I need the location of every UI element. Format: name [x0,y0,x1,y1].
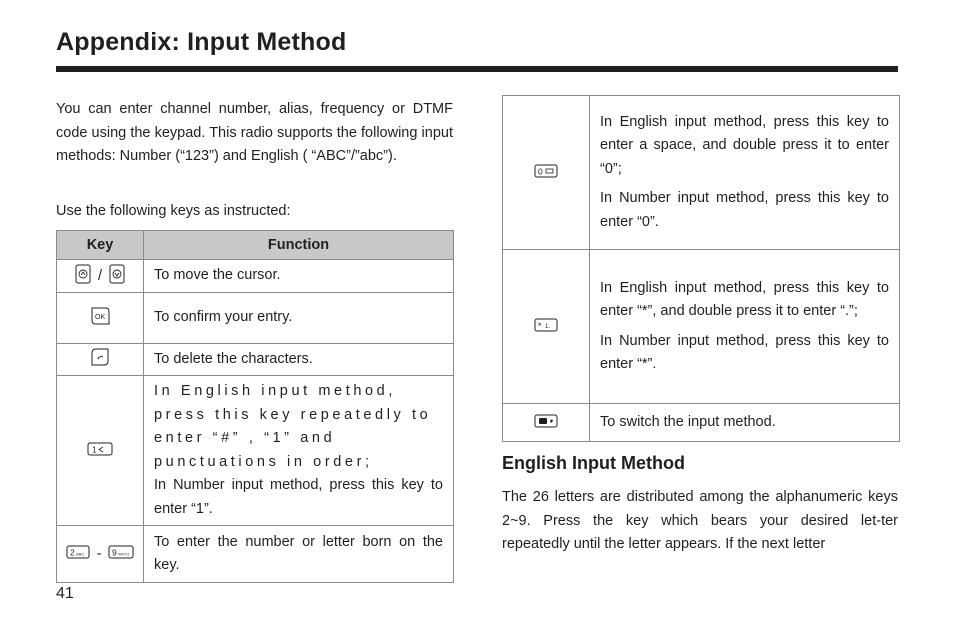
intro-paragraph: You can enter channel number, alias, frequency or DTMF code using the keypad. This radio supports the following input methods: Number (“123”) and English ( “ABC”/”abc”). [56,101,453,164]
function-cell: To delete the characters. [144,343,454,376]
key-cell [503,404,590,442]
table-row [503,404,900,442]
key-cell [503,96,590,250]
key-cell [57,260,144,293]
function-cell: To confirm your entry. [144,292,454,343]
key-column-header: Key [57,231,144,260]
function-text-number: In Number input method, press this key to enter “0”. [600,190,889,230]
svg-text:1: 1 [92,444,97,454]
key-cell [503,250,590,404]
instruction-text: Use the following keys as instructed: [56,203,291,219]
page-title: Appendix: Input Method [56,28,347,56]
table-row [57,343,454,376]
hash-key-icon [534,414,558,432]
up-arrow-key-icon [75,264,91,288]
keys-table-continued [502,95,900,442]
key-1-icon [87,442,113,460]
key-9-icon [108,545,134,563]
function-text-english: In English input method, press this key repeatedly to enter “#” , “1” and punctuations in order; [154,383,432,470]
function-text-english: In English input method, press this key to enter a space, and double press it to enter “0”; [600,113,889,177]
function-cell [590,250,900,404]
key-2-icon [66,545,90,563]
function-cell [590,96,900,250]
function-cell: To enter the number or letter born on the key. [144,526,454,583]
table-row [57,260,454,293]
key-cell [57,376,144,526]
section-heading: English Input Method [502,453,685,473]
svg-text:9: 9 [112,547,118,558]
table-row [57,526,454,583]
down-arrow-key-icon [109,264,125,288]
function-column-header: Function [144,231,454,260]
table-row [57,292,454,343]
star-key-icon [534,318,558,336]
key-0-icon [534,164,558,182]
function-text-english: In English input method, press this key to enter “*”, and double press it to enter “.”; [600,279,889,319]
table-row [503,96,900,250]
key-cell [57,292,144,343]
svg-text:*: * [538,320,542,331]
keys-table [56,230,454,583]
back-key-icon [89,346,111,372]
svg-text:ABC: ABC [75,551,84,557]
function-text: To switch the input method. [600,413,776,430]
function-cell: To move the cursor. [144,260,454,293]
key-separator: - [96,545,102,562]
key-cell [57,526,144,583]
section-paragraph: The 26 letters are distributed among the alphanumeric keys 2~9. Press the key which bears your desired let-ter repeatedly until the letter appears. If the next letter [502,489,898,552]
function-cell [590,404,900,442]
svg-text:1.: 1. [545,323,551,330]
svg-text:0: 0 [538,166,543,176]
svg-text:2: 2 [69,547,75,558]
function-cell [144,376,454,526]
title-divider [56,66,898,72]
table-header-row [57,231,454,260]
svg-text:OK: OK [95,313,106,321]
page-number: 41 [56,585,74,602]
key-cell [57,343,144,376]
key-separator: / [97,267,103,284]
svg-text:WXYZ: WXYZ [118,551,131,557]
function-text-number: In Number input method, press this key to enter “1”. [154,477,443,517]
table-row [57,376,454,526]
function-text-number: In Number input method, press this key to enter “*”. [600,332,889,372]
table-row [503,250,900,404]
ok-key-icon [89,305,111,331]
